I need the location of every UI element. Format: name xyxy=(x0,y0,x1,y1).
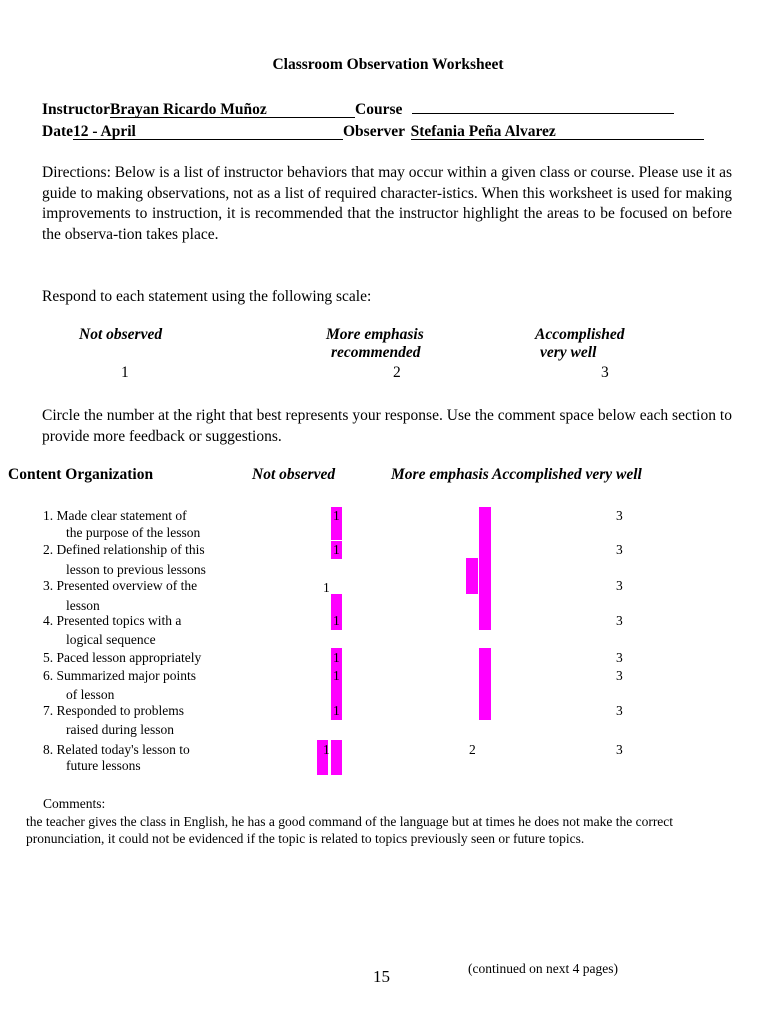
item-choice-1: 1 xyxy=(323,580,330,595)
item-choice-3: 3 xyxy=(616,508,623,523)
list-item: 2. Defined relationship of this xyxy=(43,542,205,557)
item-choice-1: 1 xyxy=(323,742,330,757)
page-number: 15 xyxy=(373,967,390,986)
item-choice-3: 3 xyxy=(616,668,623,683)
item-choice-3: 3 xyxy=(616,650,623,665)
list-item: 3. Presented overview of the xyxy=(43,578,198,593)
list-item: 7. Responded to problems xyxy=(43,703,184,718)
item-choice-1: 1 xyxy=(333,668,340,683)
highlight-mark-8b xyxy=(331,740,342,775)
list-item-line2: the purpose of the lesson xyxy=(66,525,201,540)
item-choice-1: 1 xyxy=(333,508,340,523)
comments-text: the teacher gives the class in English, he has a good command of the language but at times he does not make the correct pronunciation, it could not be evidenced if the topic is related to topics previously seen or future topics. xyxy=(26,814,674,846)
item-choice-3: 3 xyxy=(616,613,623,628)
instructor-label: Instructor xyxy=(42,101,111,118)
scale-number-3: 3 xyxy=(601,364,609,381)
list-item: 8. Related today's lesson to xyxy=(43,742,190,757)
section-title: Content Organization xyxy=(8,466,154,483)
list-item: 1. Made clear statement of xyxy=(43,508,187,523)
item-choice-1: 1 xyxy=(333,650,340,665)
directions-paragraph: Directions: Below is a list of instructor behaviors that may occur within a given class or course. Please use it as guide to making observations, not as a list of required character-istics. When this worksheet is used for making improvements to instruction, it is recommended that the instructor highlight the areas to be focused on before the observa-tion takes place. xyxy=(42,164,733,243)
comments-label: Comments: xyxy=(43,796,106,811)
scale-not-observed: Not observed xyxy=(79,326,163,343)
page-title: Classroom Observation Worksheet xyxy=(272,56,504,73)
item-choice-1: 1 xyxy=(333,542,340,557)
list-item-line2: lesson to previous lessons xyxy=(66,562,206,577)
list-item: 4. Presented topics with a xyxy=(43,613,182,628)
list-item-line2: of lesson xyxy=(66,687,115,702)
instructor-value: Brayan Ricardo Muñoz xyxy=(110,102,355,118)
highlight-mark-col2-side xyxy=(466,558,478,594)
item-choice-1: 1 xyxy=(333,703,340,718)
scale-number-1: 1 xyxy=(121,364,129,381)
course-label: Course xyxy=(355,101,403,118)
list-item-line2: future lessons xyxy=(66,758,141,773)
item-choice-3: 3 xyxy=(616,742,623,757)
instructor-row xyxy=(42,101,674,119)
circle-instructions: Circle the number at the right that best represents your response. Use the comment space below each section to provide more feedback or suggestions. xyxy=(42,407,732,445)
list-item-line2: logical sequence xyxy=(66,632,156,647)
column-more-emphasis-accomplished: More emphasis Accomplished very well xyxy=(391,466,642,483)
date-row xyxy=(42,123,704,141)
item-choice-2: 2 xyxy=(469,742,476,757)
scale-recommended: recommended xyxy=(331,344,421,361)
list-item: 6. Summarized major points xyxy=(43,668,196,683)
item-choice-3: 3 xyxy=(616,542,623,557)
scale-accomplished: Accomplished xyxy=(535,326,625,343)
respond-instruction: Respond to each statement using the following scale: xyxy=(42,288,372,305)
item-choice-3: 3 xyxy=(616,703,623,718)
date-label: Date xyxy=(42,123,73,140)
column-not-observed: Not observed xyxy=(252,466,336,483)
continued-note: (continued on next 4 pages) xyxy=(468,961,618,976)
item-choice-3: 3 xyxy=(616,578,623,593)
date-value: 12 - April xyxy=(73,124,343,140)
scale-very-well: very well xyxy=(540,344,597,361)
highlight-mark-col2-top xyxy=(479,507,491,630)
observer-label: Observer xyxy=(343,123,405,140)
list-item-line2: lesson xyxy=(66,598,100,613)
observer-value: Stefania Peña Alvarez xyxy=(411,124,704,140)
scale-more-emphasis: More emphasis xyxy=(326,326,424,343)
highlight-mark-col2-bottom xyxy=(479,648,491,720)
list-item: 5. Paced lesson appropriately xyxy=(43,650,202,665)
item-choice-1: 1 xyxy=(333,613,340,628)
list-item-line2: raised during lesson xyxy=(66,722,174,737)
course-value xyxy=(412,113,674,114)
scale-number-2: 2 xyxy=(393,364,401,381)
